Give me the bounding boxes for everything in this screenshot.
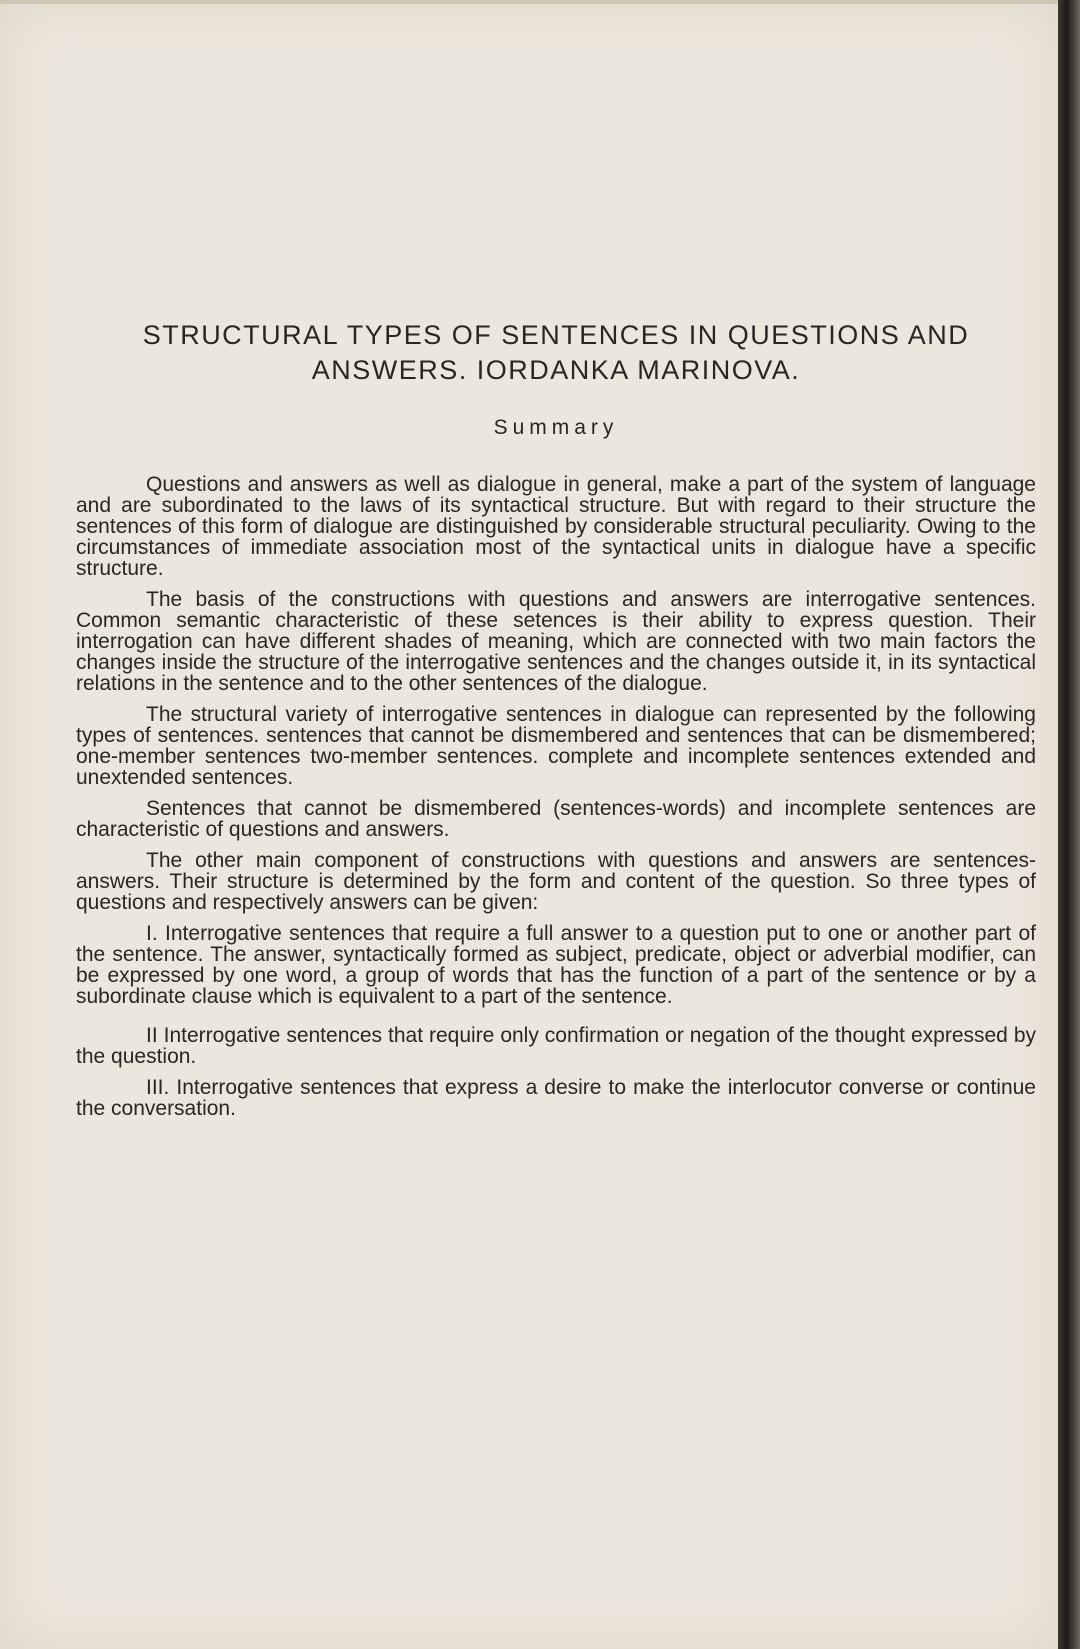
paragraph: III. Interrogative sentences that express a desire to make the interlocutor converse or continue the conversation. [76,1076,1036,1120]
paragraph: Questions and answers as well as dialogue in general, make a part of the system of language and are subordinated to the laws of its syntactical structure. But with regard to their structure the sentences of this form of dialogue are distinguished by considerable structural peculiarity. Owing to the circumstances of immediate association most of the syntactical units in dialogue have a specific structure. [76,473,1036,580]
paragraph: II Interrogative sentences that require only confirmation or negation of the thought expressed by the question. [76,1024,1036,1068]
paragraph: I. Interrogative sentences that require a full answer to a question put to one or another part of the sentence. The answer, syntactically formed as subject, predicate, object or adverbial modifier, can be expressed by one word, a group of words that has the function of a part of the sentence or by a subordinate clause which is equivalent to a part of the sentence. [76,922,1036,1008]
paragraph: The basis of the constructions with questions and answers are interrogative sentences. Common semantic characteristic of these setences is their ability to express question. Their interrogation can have different shades of meaning, which are connected with two main factors the changes inside the structure of the interrogative sentences and the changes outside it, in its syntactical relations in the sentence and to the other sentences of the dialogue. [76,588,1036,695]
summary-content [76,318,1036,1129]
paragraph: Sentences that cannot be dismembered (sentences-words) and incomplete sentences are characteristic of questions and answers. [76,797,1036,841]
book-spine-edge [1058,0,1080,1649]
document-title [76,318,1036,388]
paragraph: The other main component of constructions with questions and answers are sentences-answers. Their structure is determined by the form and content of the question. So three types of questions and respectively answers can be given: [76,849,1036,914]
title-line-2: ANSWERS. IORDANKA MARINOVA. [311,355,801,385]
page-top-rule [0,0,1058,4]
paragraph: The structural variety of interrogative sentences in dialogue can represented by the following types of sentences. sentences that cannot be dismembered and sentences that can be dismembered; one-member sentences two-member sentences. complete and incomplete sentences extended and unextended sentences. [76,703,1036,789]
summary-heading: Summary [493,416,619,439]
title-line-1: STRUCTURAL TYPES OF SENTENCES IN QUESTIONS AND [142,320,970,350]
